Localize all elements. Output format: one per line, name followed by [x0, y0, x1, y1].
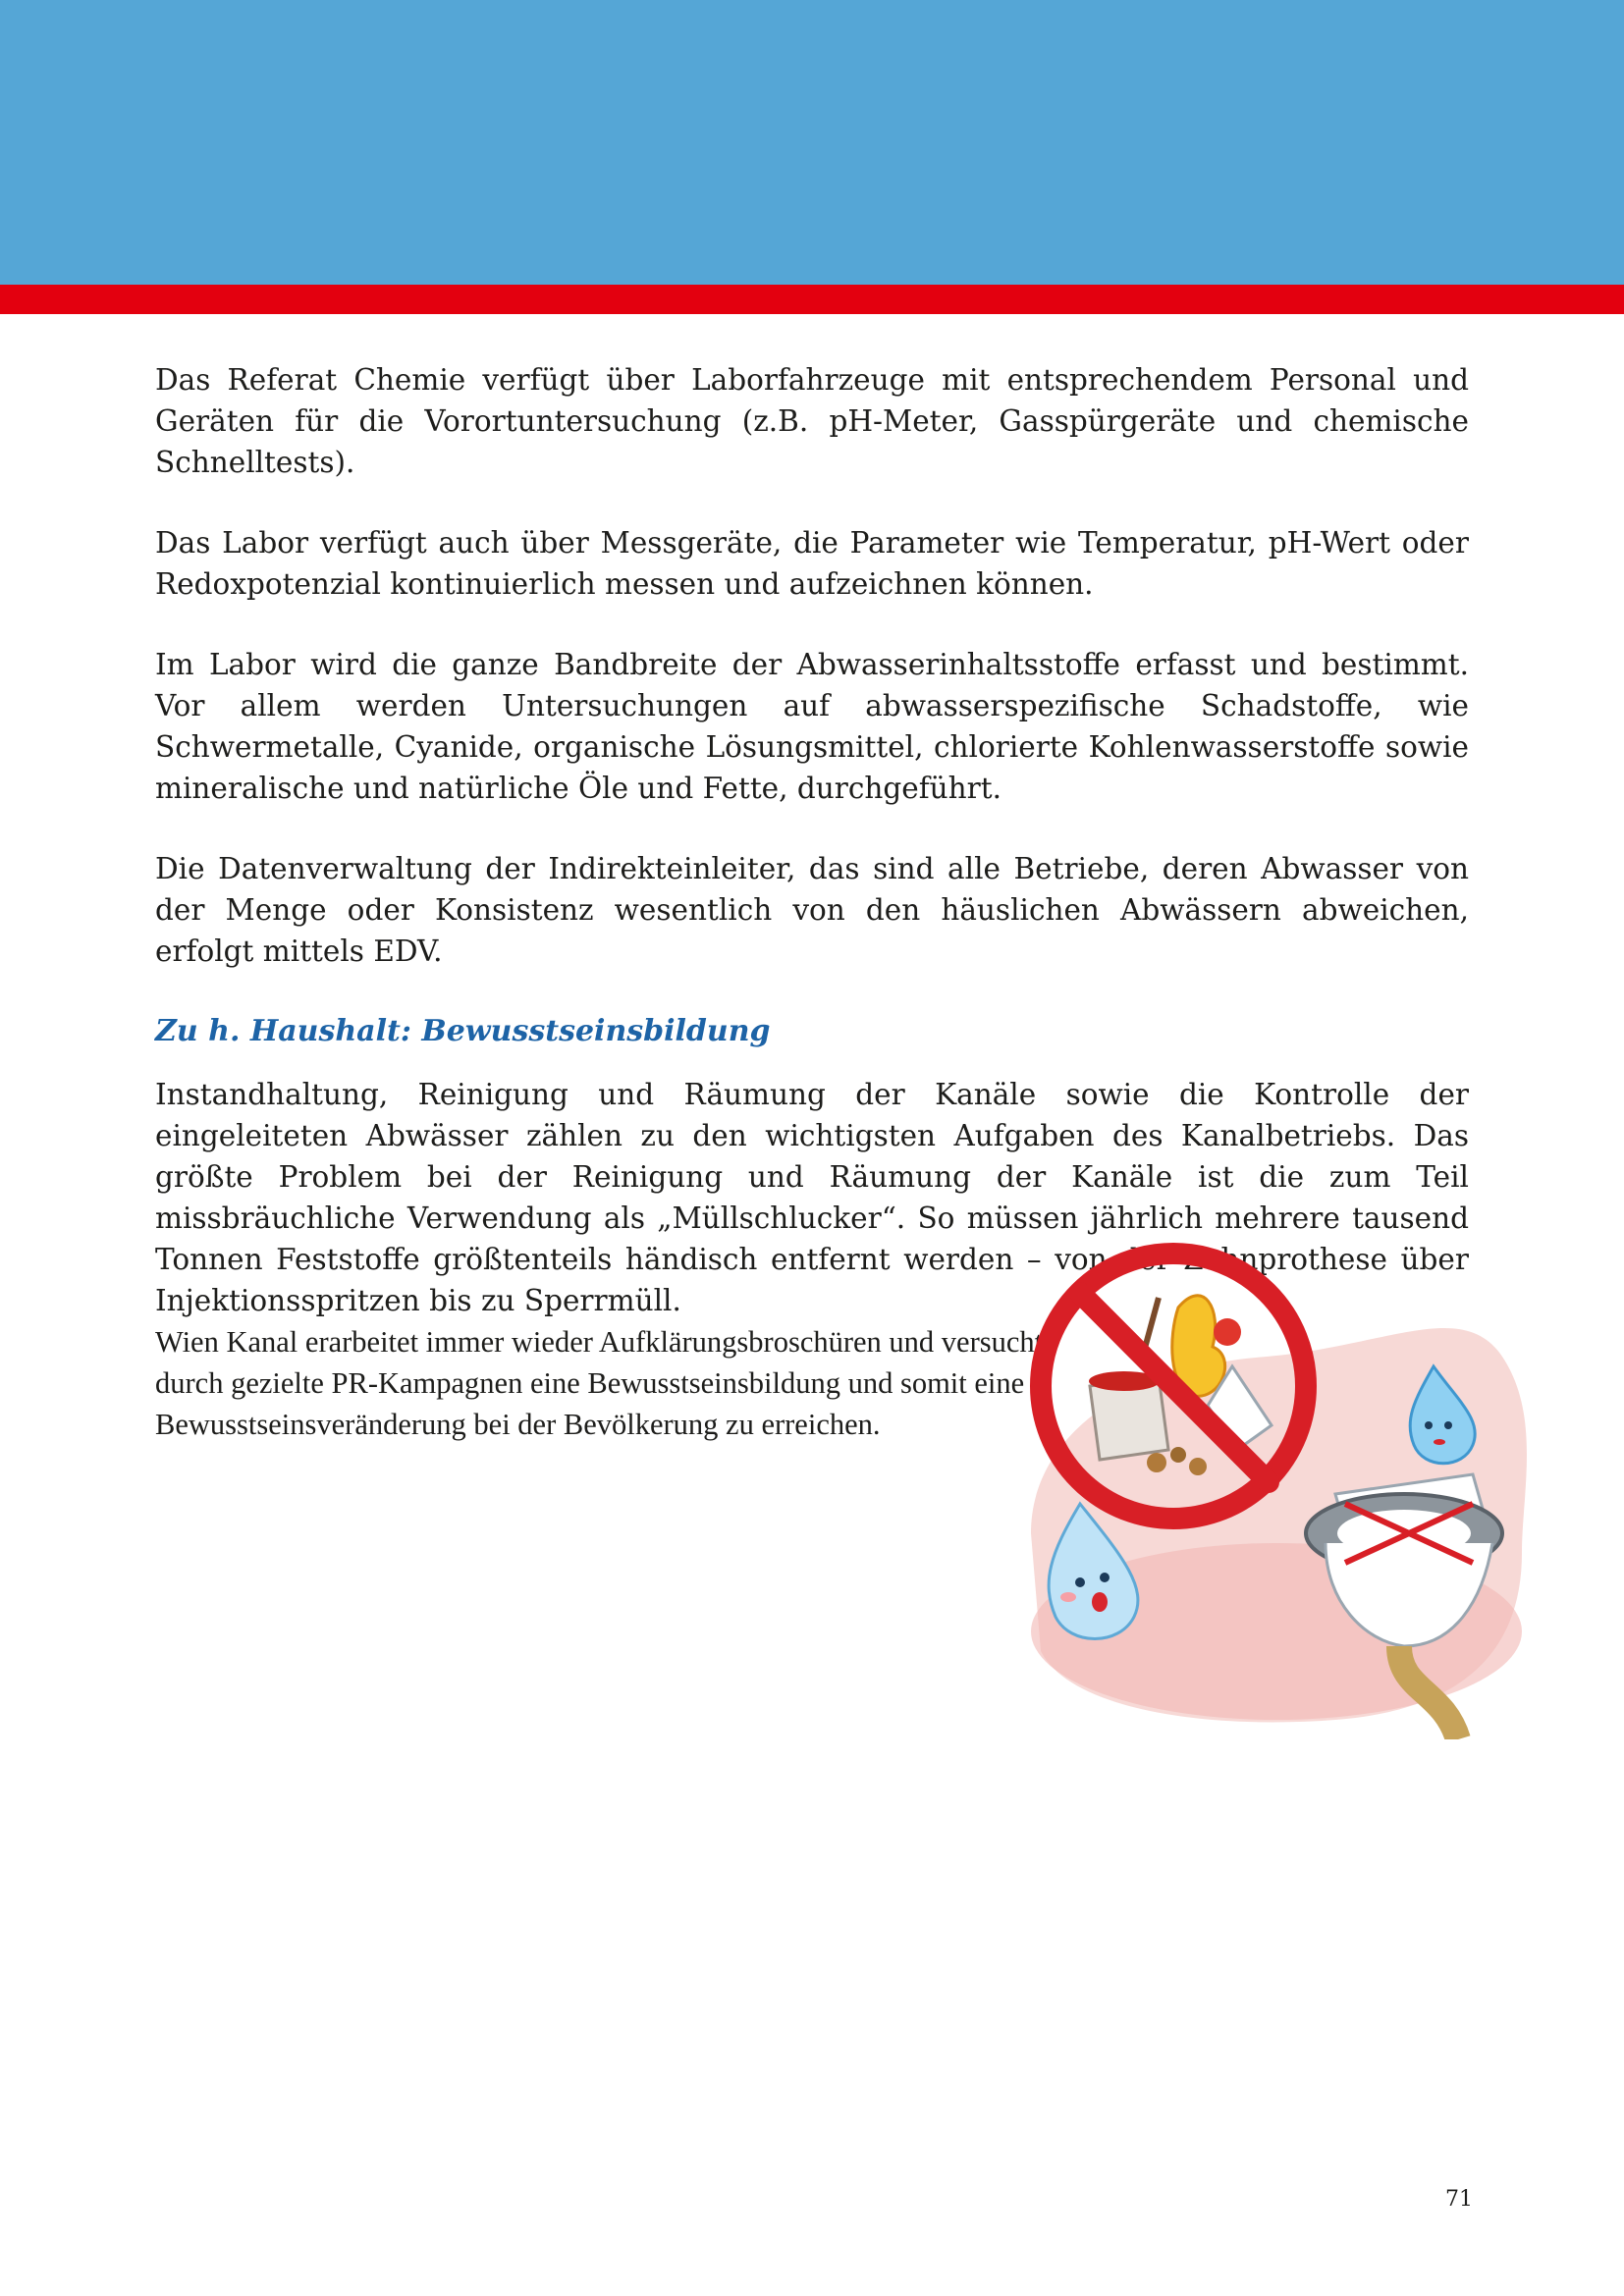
paragraph-laborfahrzeuge: Das Referat Chemie verfügt über Laborfahrzeuge mit entsprechendem Personal und Geräten für die Vorortuntersuchung (z.B. pH-Meter, Gasspürgeräte und chemische Schnelltests).	[155, 363, 1469, 479]
paragraph-messgeraete: Das Labor verfügt auch über Messgeräte, die Parameter wie Temperatur, pH-Wert oder Redoxpotenzial kontinuierlich messen und aufzeichnen können.	[155, 526, 1469, 601]
paragraph-datenverwaltung: Die Datenverwaltung der Indirekteinleiter, das sind alle Betriebe, deren Abwasser von der Menge oder Konsistenz wesentlich von den häuslichen Abwässern abweichen, erfolgt mittels EDV.	[155, 852, 1469, 968]
paragraph-aufklaerung: Wien Kanal erarbeitet immer wieder Aufklärungsbroschüren und versucht, durch gezielte PR-Kampagnen eine Bewusstseinsbildung und somit eine Bewusstseinsveränderung bei der Bevölkerung zu erreichen.	[155, 1325, 1051, 1441]
header-band	[0, 0, 1624, 285]
header-red-stripe	[0, 285, 1624, 314]
section-heading: Zu h. Haushalt: Bewusstseinsbildung	[155, 1014, 771, 1048]
no-littering-illustration	[1011, 1239, 1542, 1739]
paragraph-labor-bandbreite: Im Labor wird die ganze Bandbreite der Abwasserinhaltsstoffe erfasst und bestimmt. Vor allem werden Untersuchungen auf abwasserspezifische Schadstoffe, wie Schwermetalle, Cyanide, organische Lösungsmittel, chlorierte Kohlenwasserstoffe sowie mineralische und natürliche Öle und Fette, durchgeführt.	[155, 648, 1469, 805]
paragraph-instandhaltung: Instandhaltung, Reinigung und Räumung der Kanäle sowie die Kontrolle der eingeleiteten Abwässer zählen zu den wichtigsten Aufgaben des Kanalbetriebs. Das größte Problem bei der Reinigung und Räumung der Kanäle ist die zum Teil missbräuchliche Verwendung als „Müllschlucker“. So müssen jährlich mehrere tausend Tonnen Feststoffe größtenteils händisch entfernt werden – von der Zahnprothese über Injektionsspritzen bis zu Sperrmüll.	[155, 1078, 1469, 1317]
page-number: 71	[1445, 2187, 1473, 2212]
